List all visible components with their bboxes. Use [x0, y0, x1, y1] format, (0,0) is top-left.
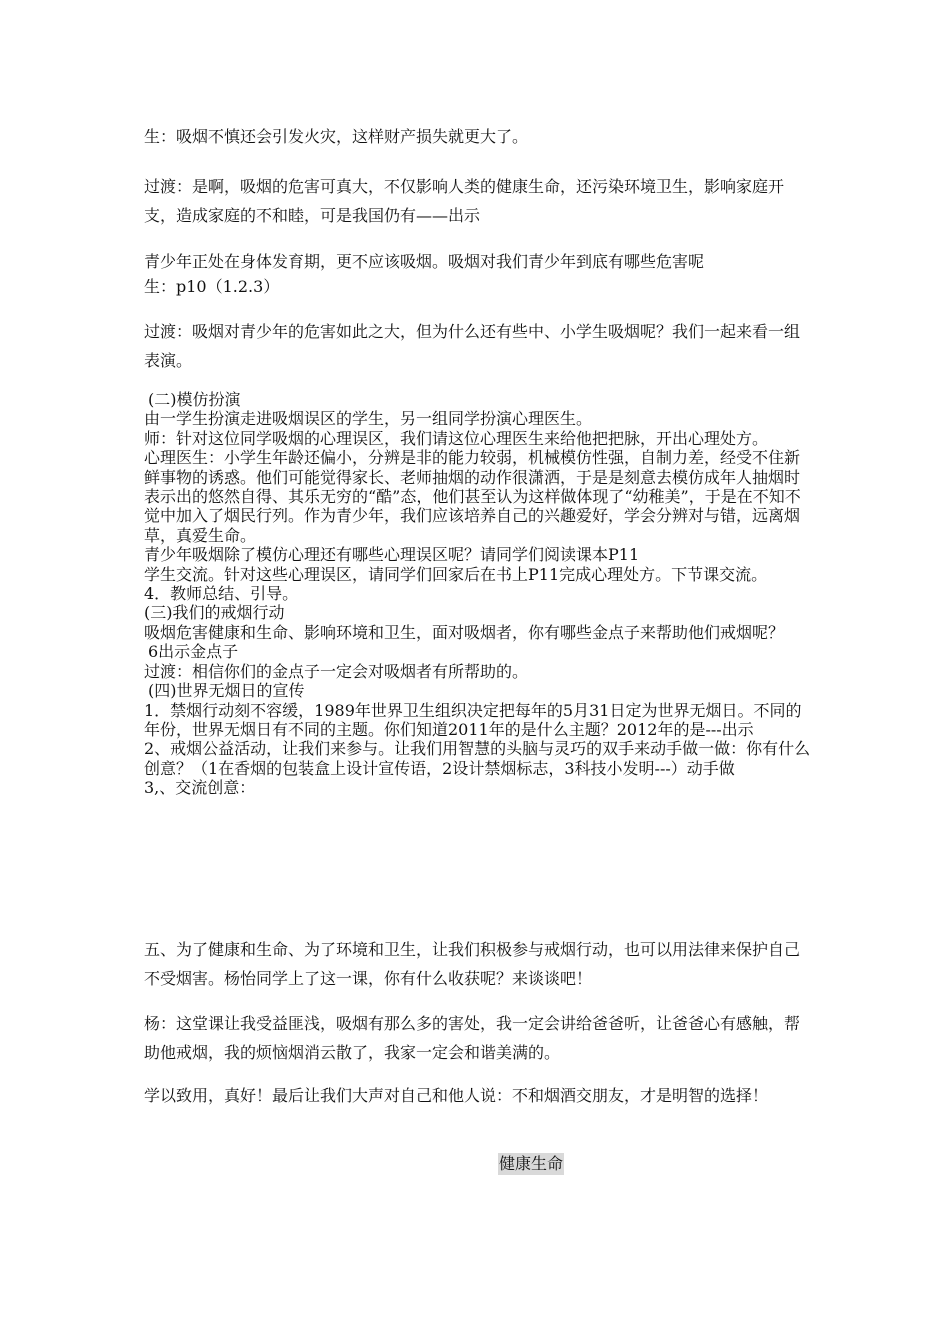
section-two: [144, 390, 814, 798]
charity-activity-line: 2、戒烟公益活动，让我们来参与。让我们用智慧的头脑与灵巧的双手来动手做一做：你有什么创意？（1在香烟的包装盒上设计宣传语，2设计禁烟标志，3科技小发明---）动手做: [144, 739, 811, 778]
transition-ideas-line: 过渡：相信你们的金点子一定会对吸烟者有所帮助的。: [144, 661, 529, 681]
question-line: 青少年吸烟除了模仿心理还有哪些心理误区呢？请同学们阅读课本P11: [144, 545, 640, 565]
show-ideas-line: 6出示金点子: [148, 642, 239, 662]
section-heading-no-tobacco-day: (四)世界无烟日的宣传: [148, 681, 305, 701]
teacher-line: 师：针对这位同学吸烟的心理误区，我们请这位心理医生来给他把把脉，开出心理处方。: [144, 428, 769, 448]
paragraph-transition-youth: 过渡：吸烟对青少年的危害如此之大，但为什么还有些中、小学生吸烟呢？我们一起来看一组表演。: [144, 322, 801, 370]
section-heading-imitation: (二)模仿扮演: [148, 390, 241, 409]
student-exchange-line: 学生交流。针对这些心理误区，请同学们回家后在书上P11完成心理处方。下节课交流。: [144, 564, 768, 584]
section-heading-quit-action: (三)我们的戒烟行动: [144, 603, 285, 623]
teacher-summary-line: 4．教师总结、引导。: [144, 584, 299, 604]
footer-title: 健康生命: [499, 1154, 564, 1173]
paragraph-section-five: 五、为了健康和生命、为了环境和卫生，让我们积极参与戒烟行动，也可以用法律来保护自己不受烟害。杨怡同学上了这一课，你有什么收获呢？来谈谈吧！: [144, 940, 801, 988]
paragraph-p10: 生：p10（1.2.3）: [144, 277, 280, 296]
paragraph-transition-harm: 过渡：是啊，吸烟的危害可真大，不仅影响人类的健康生命，还污染环境卫生，影响家庭开支，造成家庭的不和睦，可是我国仍有——出示: [144, 177, 785, 225]
paragraph-conclusion: 学以致用，真好！最后让我们大声对自己和他人说：不和烟酒交朋友，才是明智的选择！: [144, 1086, 769, 1105]
paragraph-fire: 生：吸烟不慎还会引发火灾，这样财产损失就更大了。: [144, 127, 529, 146]
exchange-ideas-line: 3,、交流创意：: [144, 778, 256, 798]
paragraph-yang: 杨：这堂课让我受益匪浅，吸烟有那么多的害处，我一定会讲给爸爸听，让爸爸心有感触，帮助他戒烟，我的烦恼烟消云散了，我家一定会和谐美满的。: [144, 1014, 801, 1062]
psychologist-line: 心理医生：小学生年龄还偏小，分辨是非的能力较弱，机械模仿性强，自制力差，经受不住新鲜事物的诱惑。他们可能觉得家长、老师抽烟的动作很潇洒，于是是刻意去模仿成年人抽烟时表示出的悠然自得、其乐无穷的“酷”态，他们甚至认为这样做体现了“幼稚美”，于是在不知不觉中加入了烟民行列。作为青少年，我们应该培养自己的兴趣爱好，学会分辨对与错，远离烟草，真爱生命。: [144, 448, 801, 545]
role-play-description: 由一学生扮演走进吸烟误区的学生，另一组同学扮演心理医生。: [144, 409, 593, 429]
no-tobacco-day-line: 1．禁烟行动刻不容缓，1989年世界卫生组织决定把每年的5月31日定为世界无烟日。不同的年份，世界无烟日有不同的主题。你们知道2011年的是什么主题？2012年的是---出示: [144, 700, 802, 739]
paragraph-youth: 青少年正处在身体发育期，更不应该吸烟。吸烟对我们青少年到底有哪些危害呢: [144, 252, 705, 271]
ideas-question-line: 吸烟危害健康和生命、影响环境和卫生，面对吸烟者，你有哪些金点子来帮助他们戒烟呢？: [144, 622, 785, 642]
